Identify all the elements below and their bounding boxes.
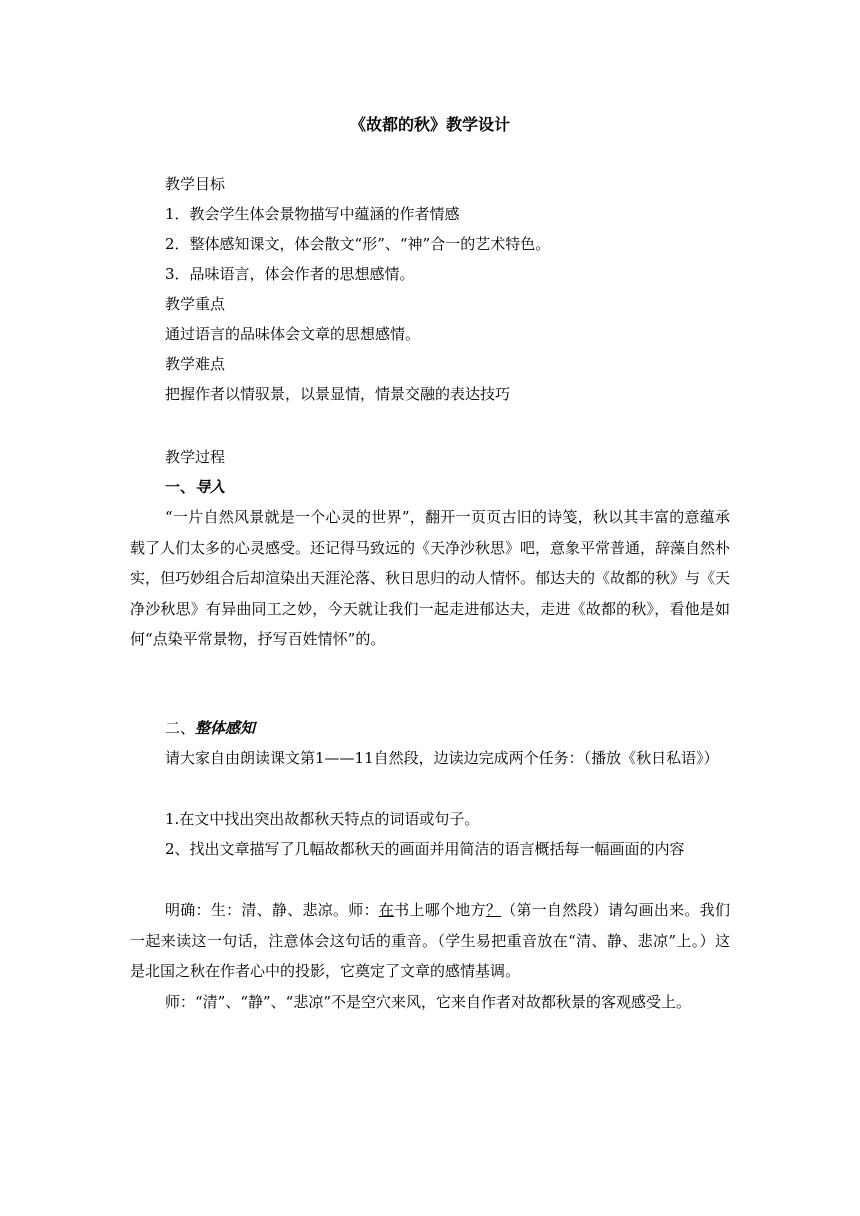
key-text: 通过语言的品味体会文章的思想感情。 xyxy=(165,325,421,343)
goals-heading: 教学目标 xyxy=(165,175,226,193)
answer-part-2: 书上哪个地方 xyxy=(394,901,486,919)
process-heading: 教学过程 xyxy=(165,448,226,466)
section-2-task-2: 2、找出文章描写了几幅故都秋天的画面并用简洁的语言概括每一幅画面的内容 xyxy=(165,840,685,858)
section-2-answer xyxy=(130,895,730,987)
answer-underline-2: ？ xyxy=(485,901,502,919)
goal-item-2: 2．整体感知课文，体会散文“形”、“神”合一的艺术特色。 xyxy=(165,235,551,253)
document-title: 《故都的秋》教学设计 xyxy=(349,115,510,134)
section-1-heading xyxy=(165,476,225,498)
difficulty-text: 把握作者以情驭景，以景显情，情景交融的表达技巧 xyxy=(165,385,511,403)
difficulty-heading: 教学难点 xyxy=(165,355,226,373)
section-1-title: 导入 xyxy=(195,478,226,496)
key-heading: 教学重点 xyxy=(165,295,226,313)
section-2-intro: 请大家自由朗读课文第1——11自然段，边读边完成两个任务：（播放《秋日私语》） xyxy=(165,749,719,767)
answer-part-3: （第一自然段）请勾画出来。我们一起来读这一句话，注意体会这句话的重音。（学生易把重音放在“清、静、悲凉”上。）这是北国之秋在作者心中的投影，它奠定了文章的感情基调。 xyxy=(130,901,730,980)
goal-item-1: 1．教会学生体会景物描写中蕴涵的作者情感 xyxy=(165,205,460,223)
answer-underline-1: 在 xyxy=(378,901,395,919)
section-2-title: 整体感知 xyxy=(195,719,256,737)
section-1-paragraph: “一片自然风景就是一个心灵的世界”，翻开一页页古旧的诗笺，秋以其丰富的意蕴承载了人们太多的心灵感受。还记得马致远的《天净沙秋思》吧，意象平常普通，辞藻自然朴实，但巧妙组合后却渲染出天涯沦落、秋日思归的动人情怀。郁达夫的《故都的秋》与《天净沙秋思》有异曲同工之妙，今天就让我们一起走进郁达夫，走进《故都的秋》，看他是如何“点染平常景物，抒写百姓情怀”的。 xyxy=(130,508,731,648)
section-1-prefix: 一、 xyxy=(165,478,196,496)
section-2-heading xyxy=(165,717,255,739)
section-2-teacher-note: 师：“清”、“静”、“悲凉”不是空穴来风，它来自作者对故都秋景的客观感受上。 xyxy=(165,993,692,1011)
answer-part-1: 明确：生：清、静、悲凉。师： xyxy=(165,901,379,919)
goal-item-3: 3．品味语言，体会作者的思想感情。 xyxy=(165,265,415,283)
section-2-prefix: 二、 xyxy=(165,719,196,737)
section-2-task-1: 1.在文中找出突出故都秋天特点的词语或句子。 xyxy=(165,810,480,828)
